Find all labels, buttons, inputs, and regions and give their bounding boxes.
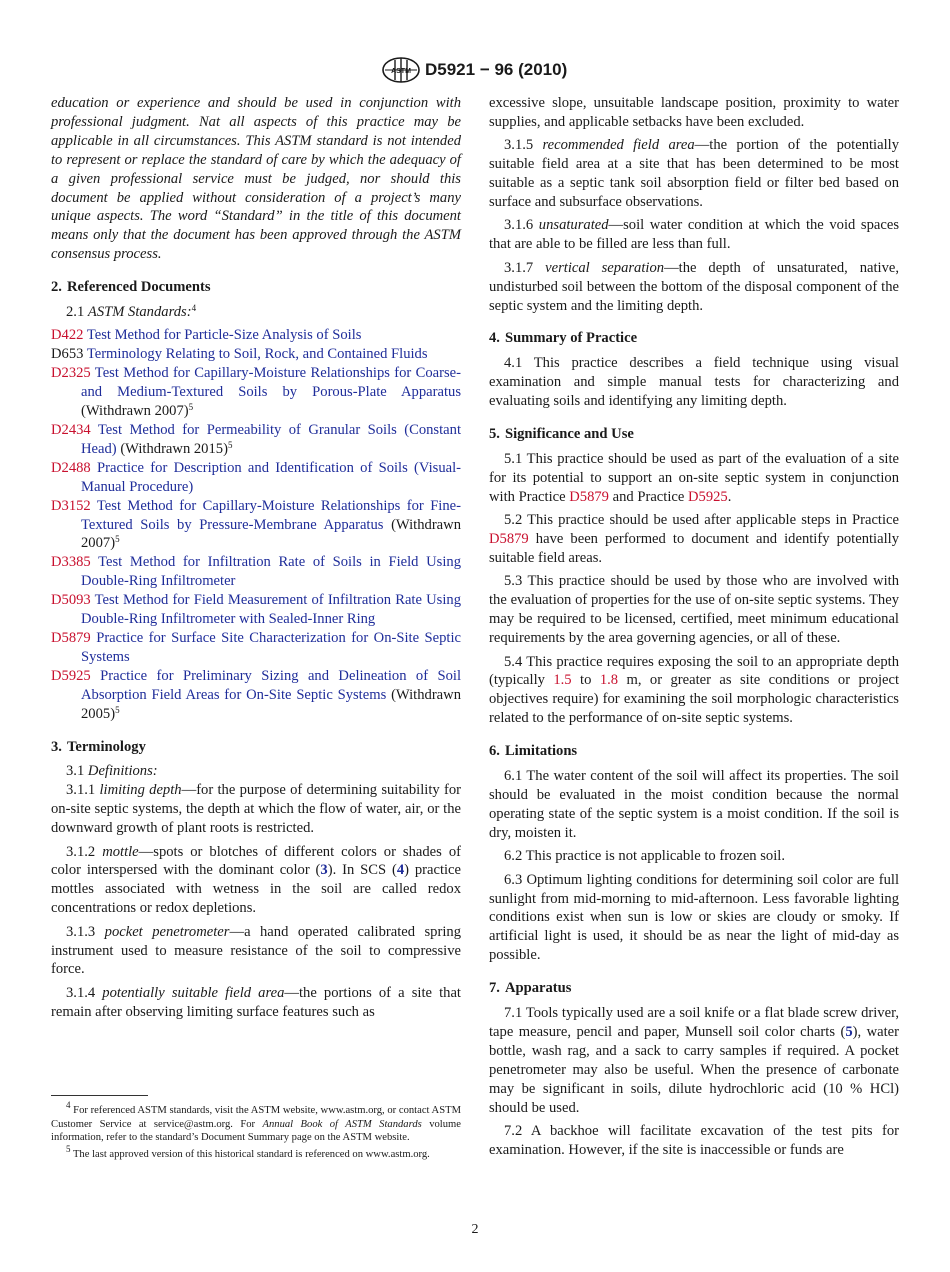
reference-title-link[interactable]: Test Method for Permeability of Granular Soils (Constant Head)	[81, 422, 461, 457]
withdrawn-note: (Withdrawn 2015)	[120, 440, 228, 457]
section-5-heading: 5. Significance and Use	[489, 426, 634, 443]
para-5-3: 5.3 This practice should be used by those who are involved with the evaluation of properties for the use of on-site septic systems. They may be required to be licensed, certified, meet minimum educational requirements by the area governing agencies, or all of these.	[489, 573, 899, 647]
reference-item	[51, 459, 461, 497]
reference-code-link[interactable]: D5879	[489, 531, 529, 548]
reference-code-link[interactable]: D5093	[51, 592, 91, 609]
page-number: 2	[471, 1222, 479, 1237]
reference-code-link[interactable]: D2434	[51, 422, 91, 438]
reference-code-link[interactable]: D5925	[51, 667, 91, 684]
reference-code: D653	[51, 346, 84, 363]
withdrawn-note: (Withdrawn 2007)	[81, 403, 189, 420]
citation-link[interactable]: 4	[396, 862, 405, 879]
reference-item	[51, 553, 461, 591]
reference-code-link[interactable]: D3385	[51, 554, 91, 571]
value-link[interactable]: 1.5	[553, 672, 572, 689]
reference-title-link[interactable]: Test Method for Capillary-Moisture Relationships for Coarse- and Medium-Textured Soils by Porous-Plate Apparatus	[81, 365, 461, 401]
para-6-1: 6.1 The water content of the soil will affect its properties. The soil should be evaluated in the moist condition because the normal operating state of the septic system is a moist condition. If the soil is dry, moisten it.	[489, 768, 899, 841]
reference-item: D5925 Practice for Preliminary Sizing and Delineation of Soil Absorption Field Areas for On-Site Septic Systems (Withdrawn 2005)$^5$	[51, 667, 461, 722]
reference-item: D2325 Test Method for Capillary-Moisture Relationships for Coarse- and Medium-Textured Soils by Porous-Plate Apparatus (Withdrawn 2007)$^5$	[51, 365, 461, 420]
withdrawn-note: (Withdrawn 2005)	[81, 686, 461, 722]
reference-title-link[interactable]: Terminology Relating to Soil, Rock, and Contained Fluids	[86, 346, 428, 363]
astm-logo-icon	[381, 57, 421, 83]
definition-3-1-1: 3.1.1 limiting depth—for the purpose of determining suitability for on-site septic systems, the depth at which the flow of water, air, or the downward growth of plant roots is restricted.	[51, 782, 461, 837]
reference-code-link[interactable]: D5925	[688, 488, 728, 505]
reference-list	[51, 326, 461, 723]
reference-code-link[interactable]: D2488	[51, 459, 91, 476]
reference-code-link[interactable]: D2325	[51, 365, 91, 382]
section-3-heading: 3. Terminology	[51, 738, 146, 755]
value-link[interactable]: 1.8	[599, 672, 619, 689]
definition-3-1-5: 3.1.5 recommended field area—the portion of the potentially suitable field area at a site that has been determined to be most suitable as a septic tank soil absorption field or filter bed based on surface and subsurface observations.	[489, 137, 899, 211]
definition-3-1-3: 3.1.3 pocket penetrometer—a hand operated calibrated spring instrument used to measure resistance of the soil to compressive force.	[51, 923, 461, 978]
reference-title-link[interactable]: Test Method for Field Measurement of Infiltration Rate Using Double-Ring Infiltrometer with Sealed-Inner Ring	[81, 592, 461, 628]
para-5-4: 5.4 This practice requires exposing the soil to an appropriate depth (typically 1.5 to 1.8 m, or greater as site conditions or project objectives require) for examining the soil morphologic characteristics related to the performance of on-site septic systems.	[489, 653, 900, 727]
footnote-5: $^5$ The last approved version of this historical standard is referenced on www.astm.org.	[66, 1144, 430, 1161]
reference-title-link[interactable]: Test Method for Capillary-Moisture Relationships for Fine-Textured Soils by Pressure-Membrane Apparatus	[81, 497, 461, 533]
document-id: D5921 − 96 (2010)	[425, 60, 568, 79]
page-header	[0, 57, 950, 83]
reference-code-link[interactable]: D5879	[569, 488, 609, 505]
reference-item: D3152 Test Method for Capillary-Moisture Relationships for Fine-Textured Soils by Pressure-Membrane Apparatus (Withdrawn 2007)$^5$	[51, 497, 461, 552]
footnote-divider	[51, 1095, 148, 1096]
definition-3-1-4: 3.1.4 potentially suitable field area—the portions of a site that remain after observing limiting surface features such as	[51, 984, 461, 1020]
definition-3-1-7: 3.1.7 vertical separation—the depth of unsaturated, native, undisturbed soil between the bottom of the disposal component of the septic system and the limiting depth.	[489, 259, 899, 314]
para-7-1: 7.1 Tools typically used are a soil knife or a flat blade screw driver, tape measure, pencil and paper, Munsell soil color charts (5), water bottle, wash rag, and a sack to carry samples if required. A pocket penetrometer may also be useful. When the presence of carbonate may be significant in soils, dilute hydrochloric acid (10 % HCl) should be used.	[489, 1005, 899, 1116]
para-3-1: 3.1 Definitions:	[66, 763, 158, 780]
reference-item: D2434 Test Method for Permeability of Granular Soils (Constant Head) (Withdrawn 2015)$^5$	[51, 422, 461, 457]
svg-text:ASTM: ASTM	[391, 68, 411, 75]
reference-code-link[interactable]: D5879	[51, 629, 91, 646]
section-2-heading: 2. Referenced Documents	[51, 279, 211, 296]
section-6-heading: 6. Limitations	[489, 743, 578, 760]
reference-title-link[interactable]: Practice for Surface Site Characterization for On-Site Septic Systems	[81, 629, 462, 665]
para-2-1: 2.1 ASTM Standards:$^4$	[66, 303, 197, 321]
reference-item	[51, 629, 461, 667]
reference-code-link[interactable]: D3152	[51, 497, 91, 514]
section-7-heading: 7. Apparatus	[489, 980, 572, 997]
para-6-3: 6.3 Optimum lighting conditions for determining soil color are full sunlight from mid-morning to mid-afternoon. Less favorable lighting conditions exist when sun is low or skies are cloudy or smoky. If artificial light is used, it should be as near the light of mid-day as possible.	[489, 871, 899, 964]
right-column	[489, 94, 899, 1164]
reference-title-link[interactable]: Practice for Preliminary Sizing and Delineation of Soil Absorption Field Areas for On-Site Septic Systems	[81, 667, 461, 703]
reference-item	[51, 326, 461, 345]
footnote-4: $^4$ For referenced ASTM standards, visit the ASTM website, www.astm.org, or contact ASTM Customer Service at service@astm.org. For Annual Book of ASTM Standards volume information, refer to the standard’s Document Summary page on the ASTM website.	[51, 1100, 461, 1144]
para-4-1: 4.1 This practice describes a field technique using visual examination and simple manual tests for characterizing and evaluating soils and identifying any limiting depth.	[489, 355, 899, 410]
section-4-heading: 4. Summary of Practice	[489, 330, 638, 347]
para-5-1: 5.1 This practice should be used as part of the evaluation of a site for its potential to support an on-site septic system in conjunction with Practice D5879 and Practice D5925.	[489, 451, 899, 505]
reference-title-link[interactable]: Test Method for Particle-Size Analysis of Soils	[86, 327, 362, 344]
definition-3-1-6: 3.1.6 unsaturated—soil water condition at which the void spaces that are able to be filled are less than full.	[489, 217, 900, 253]
reference-item	[51, 591, 461, 629]
para-5-2: 5.2 This practice should be used after applicable steps in Practice D5879 have been performed to document and identify potentially suitable field areas.	[489, 512, 899, 567]
definition-3-1-2: 3.1.2 mottle—spots or blotches of different colors or shades of color interspersed with the dominant color (3). In SCS (4) practice mottles associated with wetness in the soil are called redox concentrations or redox depletions.	[51, 843, 462, 917]
citation-link[interactable]: 3	[320, 862, 328, 879]
reference-title-link[interactable]: Practice for Description and Identification of Soils (Visual-Manual Procedure)	[81, 459, 462, 495]
continued-paragraph: excessive slope, unsuitable landscape position, proximity to water supplies, and applicable setbacks have been excluded.	[489, 95, 899, 130]
left-column	[51, 94, 461, 1026]
citation-link[interactable]: 5	[845, 1023, 853, 1040]
para-6-2: 6.2 This practice is not applicable to frozen soil.	[504, 848, 785, 865]
reference-item	[51, 345, 461, 364]
reference-title-link[interactable]: Test Method for Infiltration Rate of Soils in Field Using Double-Ring Infiltrometer	[81, 554, 461, 590]
intro-paragraph: education or experience and should be used in conjunction with professional judgment. Nat all aspects of this practice may be applicable in all circumstances. This ASTM standard is not intended to represent or replace the standard of care by which the adequacy of a given professional service must be judged, nor should this document be applied without consideration of a project’s many unique aspects. The word “Standard” in the title of this document means only that the document has been approved through the ASTM consensus process.	[51, 95, 461, 263]
para-7-2: 7.2 A backhoe will facilitate excavation of the test pits for examination. However, if the site is inaccessible or funds are	[489, 1123, 899, 1158]
withdrawn-note: (Withdrawn 2007)	[81, 516, 461, 552]
reference-code-link[interactable]: D422	[51, 327, 84, 344]
footnotes	[51, 1100, 461, 1165]
